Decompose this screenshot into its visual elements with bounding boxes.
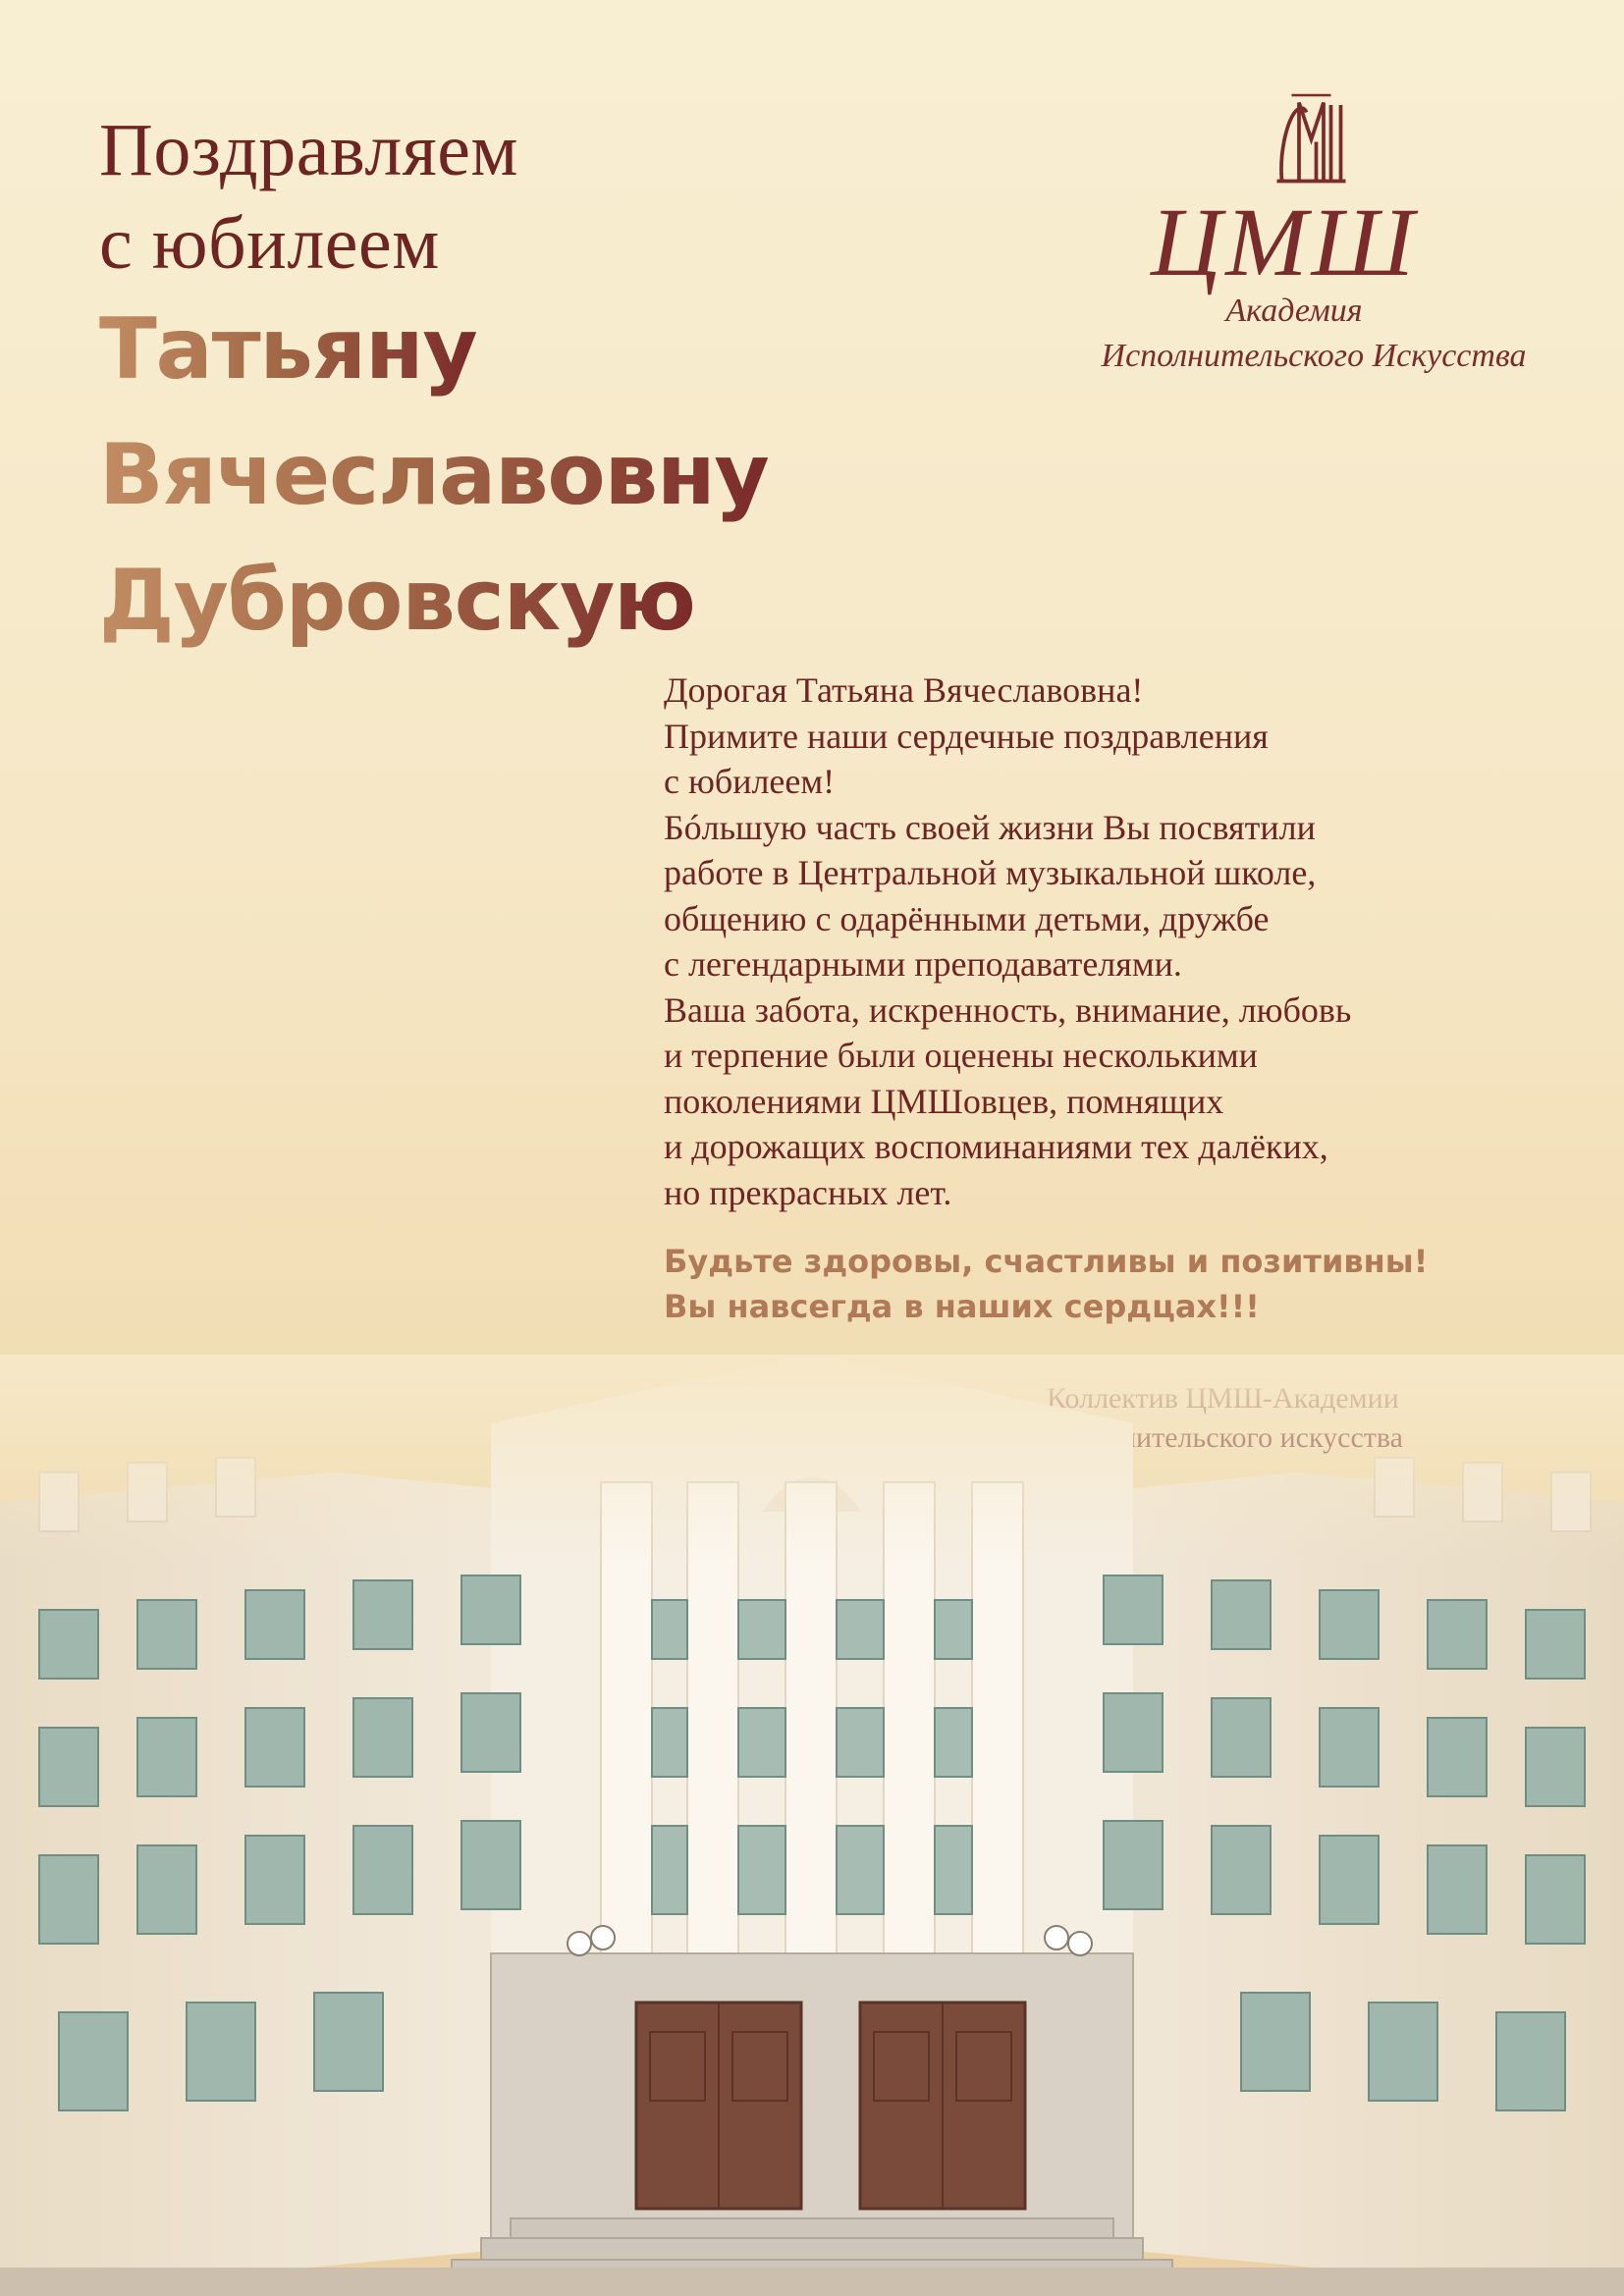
honoree-last-name: Дубровскую xyxy=(99,538,695,664)
letter-line: и дорожащих воспоминаниями тех далёких, xyxy=(664,1127,1328,1166)
honoree-patronymic: Вячеславовну xyxy=(99,412,769,538)
wishes-line2: Вы навсегда в наших сердцах!!! xyxy=(664,1288,1260,1325)
wishes-line1: Будьте здоровы, счастливы и позитивны! xyxy=(664,1243,1429,1280)
logo-academy-label: Академия xyxy=(1225,293,1363,329)
letter-line: поколениями ЦМШовцев, помнящих xyxy=(664,1081,1224,1121)
letter-line: Дорогая Татьяна Вячеславовна! xyxy=(664,670,1144,710)
letter-line: работе в Центральной музыкальной школе, xyxy=(664,853,1317,892)
letter-line: с юбилеем! xyxy=(664,762,836,801)
school-building-illustration xyxy=(0,1355,1624,2296)
honoree-name xyxy=(99,287,769,664)
greeting-heading xyxy=(99,104,518,291)
logo-abbreviation: ЦМШ xyxy=(1151,187,1418,296)
greeting-letter xyxy=(664,667,1567,1215)
letter-line: Примите наши сердечные поздравления xyxy=(664,716,1269,756)
letter-line: Бóльшую часть своей жизни Вы посвятили xyxy=(664,807,1316,847)
school-logo xyxy=(1088,90,1540,395)
logo-subtitle: Исполнительского Искусства xyxy=(1101,338,1527,374)
honoree-first-name: Татьяну xyxy=(99,287,477,412)
greeting-heading-line1: Поздравляем xyxy=(99,109,519,191)
greeting-heading-line2: с юбилеем xyxy=(99,202,440,285)
music-school-emblem-icon xyxy=(1274,90,1348,188)
letter-line: общению с одарёнными детьми, дружбе xyxy=(664,898,1270,938)
wishes-block xyxy=(664,1239,1567,1329)
letter-line: и терпение были оценены несколькими xyxy=(664,1036,1258,1075)
letter-line: Ваша забота, искренность, внимание, любовь xyxy=(664,989,1352,1030)
letter-line: но прекрасных лет. xyxy=(664,1172,952,1212)
letter-line: с легендарными преподавателями. xyxy=(664,944,1182,984)
